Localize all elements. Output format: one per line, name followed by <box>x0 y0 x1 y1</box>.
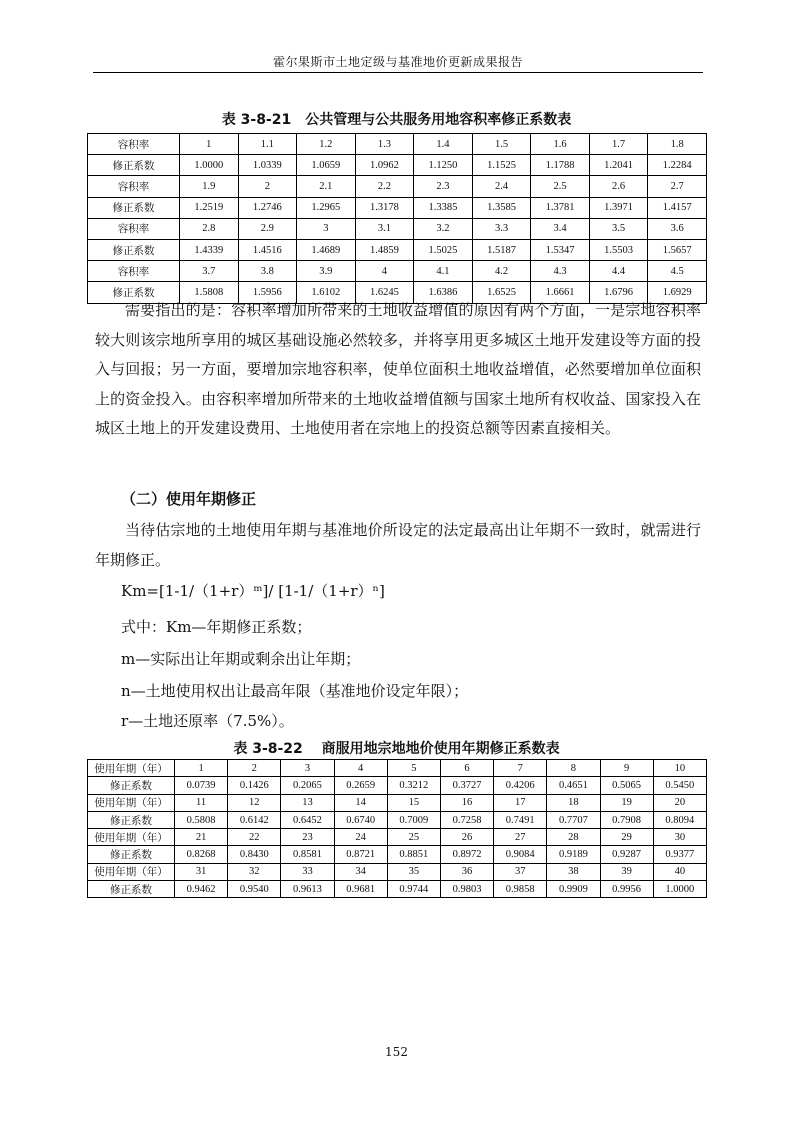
table-row <box>88 777 707 794</box>
table-cell: 0.1426 <box>228 777 281 794</box>
table-cell: 0.4651 <box>547 777 600 794</box>
row-label-cell: 容积率 <box>88 176 180 197</box>
table-cell: 38 <box>547 863 600 880</box>
table-cell: 7 <box>494 760 547 777</box>
table-cell: 1.2284 <box>648 155 707 176</box>
table-cell: 0.5065 <box>600 777 653 794</box>
table-cell: 3.9 <box>297 261 356 282</box>
table-cell: 3.5 <box>589 218 648 239</box>
table-cell: 17 <box>494 794 547 811</box>
header-rule <box>93 72 703 73</box>
table2-caption: 表 3-8-22 商服用地宗地地价使用年期修正系数表 <box>233 741 560 757</box>
row-label-cell: 使用年期（年） <box>88 863 175 880</box>
table-cell: 1.6661 <box>531 282 590 303</box>
table-cell: 3.8 <box>238 261 297 282</box>
table-cell: 3 <box>281 760 334 777</box>
table-cell: 4.1 <box>414 261 473 282</box>
table-row <box>88 881 707 898</box>
table-cell: 39 <box>600 863 653 880</box>
table-cell: 1.6245 <box>355 282 414 303</box>
table-cell: 2.2 <box>355 176 414 197</box>
table-row <box>88 176 707 197</box>
table-cell: 1.1250 <box>414 155 473 176</box>
definition-r: r—土地还原率（7.5%）。 <box>121 712 294 730</box>
table-cell: 4 <box>355 261 414 282</box>
row-label-cell: 修正系数 <box>88 846 175 863</box>
table-cell: 1.3 <box>355 134 414 155</box>
table-cell: 1.6796 <box>589 282 648 303</box>
table-cell: 1.5187 <box>472 239 531 260</box>
table-cell: 12 <box>228 794 281 811</box>
definition-n: n—土地使用权出让最高年限（基准地价设定年限）； <box>121 682 469 700</box>
table-cell: 2 <box>238 176 297 197</box>
row-label-cell: 使用年期（年） <box>88 794 175 811</box>
table-row <box>88 863 707 880</box>
table-cell: 13 <box>281 794 334 811</box>
table-cell: 1.0659 <box>297 155 356 176</box>
table-cell: 2.4 <box>472 176 531 197</box>
table-cell: 34 <box>334 863 387 880</box>
table-cell: 1 <box>175 760 228 777</box>
table-cell: 1.5 <box>472 134 531 155</box>
table-cell: 0.6142 <box>228 811 281 828</box>
table1-caption: 表 3-8-21 公共管理与公共服务用地容积率修正系数表 <box>221 112 572 128</box>
row-label-cell: 修正系数 <box>88 155 180 176</box>
table-cell: 1.3385 <box>414 197 473 218</box>
table-cell: 1.0000 <box>653 881 706 898</box>
table-cell: 20 <box>653 794 706 811</box>
row-label-cell: 使用年期（年） <box>88 760 175 777</box>
section-subheading: （二）使用年期修正 <box>121 490 257 508</box>
row-label-cell: 修正系数 <box>88 881 175 898</box>
table-cell: 0.8721 <box>334 846 387 863</box>
table-cell: 0.7908 <box>600 811 653 828</box>
table-cell: 0.8581 <box>281 846 334 863</box>
table-cell: 0.9287 <box>600 846 653 863</box>
table-cell: 0.9803 <box>440 881 493 898</box>
table-cell: 1.9 <box>180 176 239 197</box>
table-cell: 27 <box>494 829 547 846</box>
table-row <box>88 218 707 239</box>
table-cell: 0.9377 <box>653 846 706 863</box>
far-correction-table <box>87 133 707 304</box>
table-cell: 1.5657 <box>648 239 707 260</box>
table-cell: 33 <box>281 863 334 880</box>
table-cell: 0.9613 <box>281 881 334 898</box>
table-cell: 1.6386 <box>414 282 473 303</box>
table-cell: 0.8430 <box>228 846 281 863</box>
row-label-cell: 容积率 <box>88 134 180 155</box>
table-cell: 16 <box>440 794 493 811</box>
table-cell: 1.1525 <box>472 155 531 176</box>
table-cell: 32 <box>228 863 281 880</box>
table-row <box>88 846 707 863</box>
table-cell: 1.4689 <box>297 239 356 260</box>
table-cell: 1.5808 <box>180 282 239 303</box>
table-cell: 0.9681 <box>334 881 387 898</box>
table-cell: 30 <box>653 829 706 846</box>
table-cell: 9 <box>600 760 653 777</box>
table-cell: 3.2 <box>414 218 473 239</box>
table-cell: 0.8268 <box>175 846 228 863</box>
table-cell: 1.0962 <box>355 155 414 176</box>
body-paragraph-1 <box>95 296 701 444</box>
definition-m: m—实际出让年期或剩余出让年期； <box>121 650 361 668</box>
term-correction-table <box>87 759 707 898</box>
table-cell: 1.1 <box>238 134 297 155</box>
table-cell: 1 <box>180 134 239 155</box>
table-row <box>88 760 707 777</box>
row-label-cell: 使用年期（年） <box>88 829 175 846</box>
table-cell: 0.0739 <box>175 777 228 794</box>
table-cell: 2.7 <box>648 176 707 197</box>
table-cell: 4.5 <box>648 261 707 282</box>
table-cell: 0.7491 <box>494 811 547 828</box>
table-cell: 2.1 <box>297 176 356 197</box>
table-row <box>88 134 707 155</box>
table-cell: 3.1 <box>355 218 414 239</box>
table-cell: 1.5503 <box>589 239 648 260</box>
table-cell: 1.3178 <box>355 197 414 218</box>
table-cell: 1.0000 <box>180 155 239 176</box>
table-cell: 6 <box>440 760 493 777</box>
table-cell: 19 <box>600 794 653 811</box>
table-cell: 15 <box>387 794 440 811</box>
table-cell: 10 <box>653 760 706 777</box>
row-label-cell: 修正系数 <box>88 239 180 260</box>
table-cell: 1.6929 <box>648 282 707 303</box>
paragraph-text: 需要指出的是：容积率增加所带来的土地收益增值的原因有两个方面，一是宗地容积率较大则该宗地所享用的城区基础设施必然较多，并将享用更多城区土地开发建设等方面的投入与回报；另一方面，要增加宗地容积率，使单位面积土地收益增值，必然要增加单位面积上的资金投入。由容积率增加所带来的土地收益增值额与国家土地所有权收益、国家投入在城区土地上的开发建设费用、土地使用者在宗地上的投资总额等因素直接相关。 <box>95 301 701 437</box>
table-cell: 0.9084 <box>494 846 547 863</box>
table-cell: 40 <box>653 863 706 880</box>
table-cell: 1.1788 <box>531 155 590 176</box>
table-cell: 22 <box>228 829 281 846</box>
table-cell: 0.7258 <box>440 811 493 828</box>
table-cell: 1.6102 <box>297 282 356 303</box>
row-label-cell: 修正系数 <box>88 282 180 303</box>
table-cell: 1.4859 <box>355 239 414 260</box>
row-label-cell: 修正系数 <box>88 777 175 794</box>
table-cell: 1.4516 <box>238 239 297 260</box>
table-cell: 1.2519 <box>180 197 239 218</box>
table-row <box>88 829 707 846</box>
table-cell: 1.0339 <box>238 155 297 176</box>
table-row <box>88 155 707 176</box>
table-cell: 0.9189 <box>547 846 600 863</box>
table-cell: 31 <box>175 863 228 880</box>
table-cell: 4.4 <box>589 261 648 282</box>
row-label-cell: 容积率 <box>88 218 180 239</box>
table-cell: 24 <box>334 829 387 846</box>
table-cell: 23 <box>281 829 334 846</box>
table-cell: 0.2659 <box>334 777 387 794</box>
table-cell: 26 <box>440 829 493 846</box>
table-cell: 1.7 <box>589 134 648 155</box>
page-number: 152 <box>385 1045 408 1059</box>
body-paragraph-2 <box>95 516 701 575</box>
running-header: 霍尔果斯市土地定级与基准地价更新成果报告 <box>272 55 523 69</box>
table-cell: 0.7009 <box>387 811 440 828</box>
table-cell: 0.9540 <box>228 881 281 898</box>
table-cell: 0.3212 <box>387 777 440 794</box>
table-row <box>88 239 707 260</box>
table-cell: 36 <box>440 863 493 880</box>
formula: Km=[1-1/（1+r）ᵐ]/ [1-1/（1+r）ⁿ] <box>121 582 385 600</box>
table-cell: 11 <box>175 794 228 811</box>
table-cell: 0.7707 <box>547 811 600 828</box>
table-cell: 0.6740 <box>334 811 387 828</box>
table-cell: 1.4 <box>414 134 473 155</box>
table-cell: 21 <box>175 829 228 846</box>
table-cell: 1.2965 <box>297 197 356 218</box>
definition-km: 式中：Km—年期修正系数； <box>121 618 312 636</box>
table-cell: 3.3 <box>472 218 531 239</box>
table-cell: 0.4206 <box>494 777 547 794</box>
table-cell: 1.6525 <box>472 282 531 303</box>
table-cell: 3 <box>297 218 356 239</box>
table-cell: 1.6 <box>531 134 590 155</box>
table-cell: 0.9858 <box>494 881 547 898</box>
table-cell: 18 <box>547 794 600 811</box>
table-cell: 0.6452 <box>281 811 334 828</box>
table-cell: 2.5 <box>531 176 590 197</box>
table-cell: 2 <box>228 760 281 777</box>
table-cell: 3.6 <box>648 218 707 239</box>
table-cell: 0.2065 <box>281 777 334 794</box>
table-cell: 3.7 <box>180 261 239 282</box>
table-cell: 1.2746 <box>238 197 297 218</box>
table-cell: 1.5025 <box>414 239 473 260</box>
table-cell: 2.6 <box>589 176 648 197</box>
table-cell: 25 <box>387 829 440 846</box>
table-cell: 1.5956 <box>238 282 297 303</box>
paragraph-text: 当待估宗地的土地使用年期与基准地价所设定的法定最高出让年期不一致时，就需进行年期修正。 <box>95 521 701 569</box>
table-cell: 0.8094 <box>653 811 706 828</box>
table-cell: 1.5347 <box>531 239 590 260</box>
table-cell: 4.2 <box>472 261 531 282</box>
table-cell: 1.2 <box>297 134 356 155</box>
table-cell: 1.3585 <box>472 197 531 218</box>
table-cell: 1.2041 <box>589 155 648 176</box>
table-cell: 2.9 <box>238 218 297 239</box>
table-cell: 8 <box>547 760 600 777</box>
row-label-cell: 修正系数 <box>88 197 180 218</box>
table-cell: 0.8972 <box>440 846 493 863</box>
table-cell: 1.4339 <box>180 239 239 260</box>
table-row <box>88 794 707 811</box>
table-cell: 2.8 <box>180 218 239 239</box>
table-cell: 0.3727 <box>440 777 493 794</box>
table-cell: 4.3 <box>531 261 590 282</box>
table-cell: 29 <box>600 829 653 846</box>
table-cell: 0.8851 <box>387 846 440 863</box>
table-cell: 35 <box>387 863 440 880</box>
table-cell: 3.4 <box>531 218 590 239</box>
table-cell: 1.3971 <box>589 197 648 218</box>
table-cell: 0.9744 <box>387 881 440 898</box>
row-label-cell: 容积率 <box>88 261 180 282</box>
table-cell: 0.9462 <box>175 881 228 898</box>
table-cell: 0.9956 <box>600 881 653 898</box>
table-cell: 4 <box>334 760 387 777</box>
table-cell: 5 <box>387 760 440 777</box>
table-cell: 0.9909 <box>547 881 600 898</box>
table-cell: 1.4157 <box>648 197 707 218</box>
table-row <box>88 197 707 218</box>
table-cell: 14 <box>334 794 387 811</box>
table-cell: 0.5450 <box>653 777 706 794</box>
table-cell: 28 <box>547 829 600 846</box>
table-cell: 1.8 <box>648 134 707 155</box>
row-label-cell: 修正系数 <box>88 811 175 828</box>
table-cell: 0.5808 <box>175 811 228 828</box>
table-cell: 37 <box>494 863 547 880</box>
table-row <box>88 811 707 828</box>
table-cell: 1.3781 <box>531 197 590 218</box>
table-cell: 2.3 <box>414 176 473 197</box>
table-row <box>88 261 707 282</box>
